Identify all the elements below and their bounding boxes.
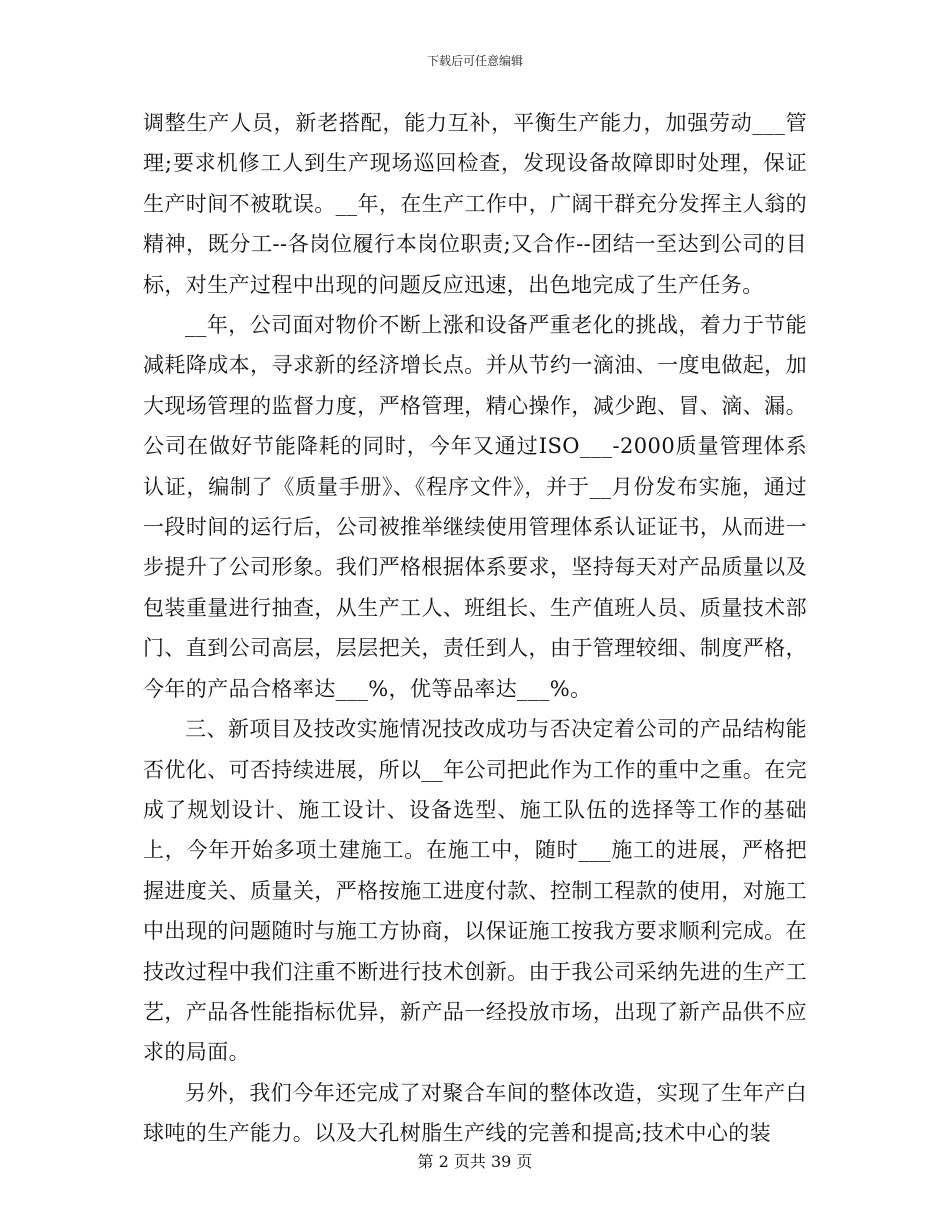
paragraph-1: 调整生产人员，新老搭配，能力互补，平衡生产能力，加强劳动___管理;要求机修工人到生产现场巡回检查，发现设备故障即时处理，保证生产时间不被耽误。__年，在生产工作中，广阔干群充分发挥主人翁的精神，既分工--各岗位履行本岗位职责;又合作--团结一至达到公司的目标，对生产过程中出现的问题反应迅速，出色地完成了生产任务。 [143,111,807,297]
document-body [143,103,807,1154]
paragraph-2: __年，公司面对物价不断上涨和设备严重老化的挑战，着力于节能减耗降成本，寻求新的经济增长点。并从节约一滴油、一度电做起，加大现场管理的监督力度，严格管理，精心操作，减少跑、冒、滴、漏。公司在做好节能降耗的同时，今年又通过ISO___-2000质量管理体系认证，编制了《质量手册》、《程序文件》，并于__月份发布实施，通过一段时间的运行后，公司被推举继续使用管理体系认证证书，从而进一步提升了公司形象。我们严格根据体系要求，坚持每天对产品质量以及包装重量进行抽查，从生产工人、班组长、生产值班人员、质量技术部门、直到公司高层，层层把关，责任到人，由于管理较细、制度严格，今年的产品合格率达___%，优等品率达___%。 [143,313,807,701]
page-header: 下载后可任意编辑 [426,54,523,68]
paragraph-3: 三、新项目及技改实施情况技改成功与否决定着公司的产品结构能否优化、可否持续进展，所以__年公司把此作为工作的重中之重。在完成了规划设计、施工设计、设备选型、施工队伍的选择等工作的基础上，今年开始多项土建施工。在施工中，随时___施工的进展，严格把握进度关、质量关，严格按施工进度付款、控制工程款的使用，对施工中出现的问题随时与施工方协商，以保证施工按我方要求顺利完成。在技改过程中我们注重不断进行技术创新。由于我公司采纳先进的生产工艺，产品各性能指标优异，新产品一经投放市场，出现了新产品供不应求的局面。 [143,717,807,1065]
paragraph-4: 另外，我们今年还完成了对聚合车间的整体改造，实现了生年产白球吨的生产能力。以及大孔树脂生产线的完善和提高;技术中心的装 [143,1080,807,1146]
page-number-footer: 第 2 页共 39 页 [417,1152,533,1171]
